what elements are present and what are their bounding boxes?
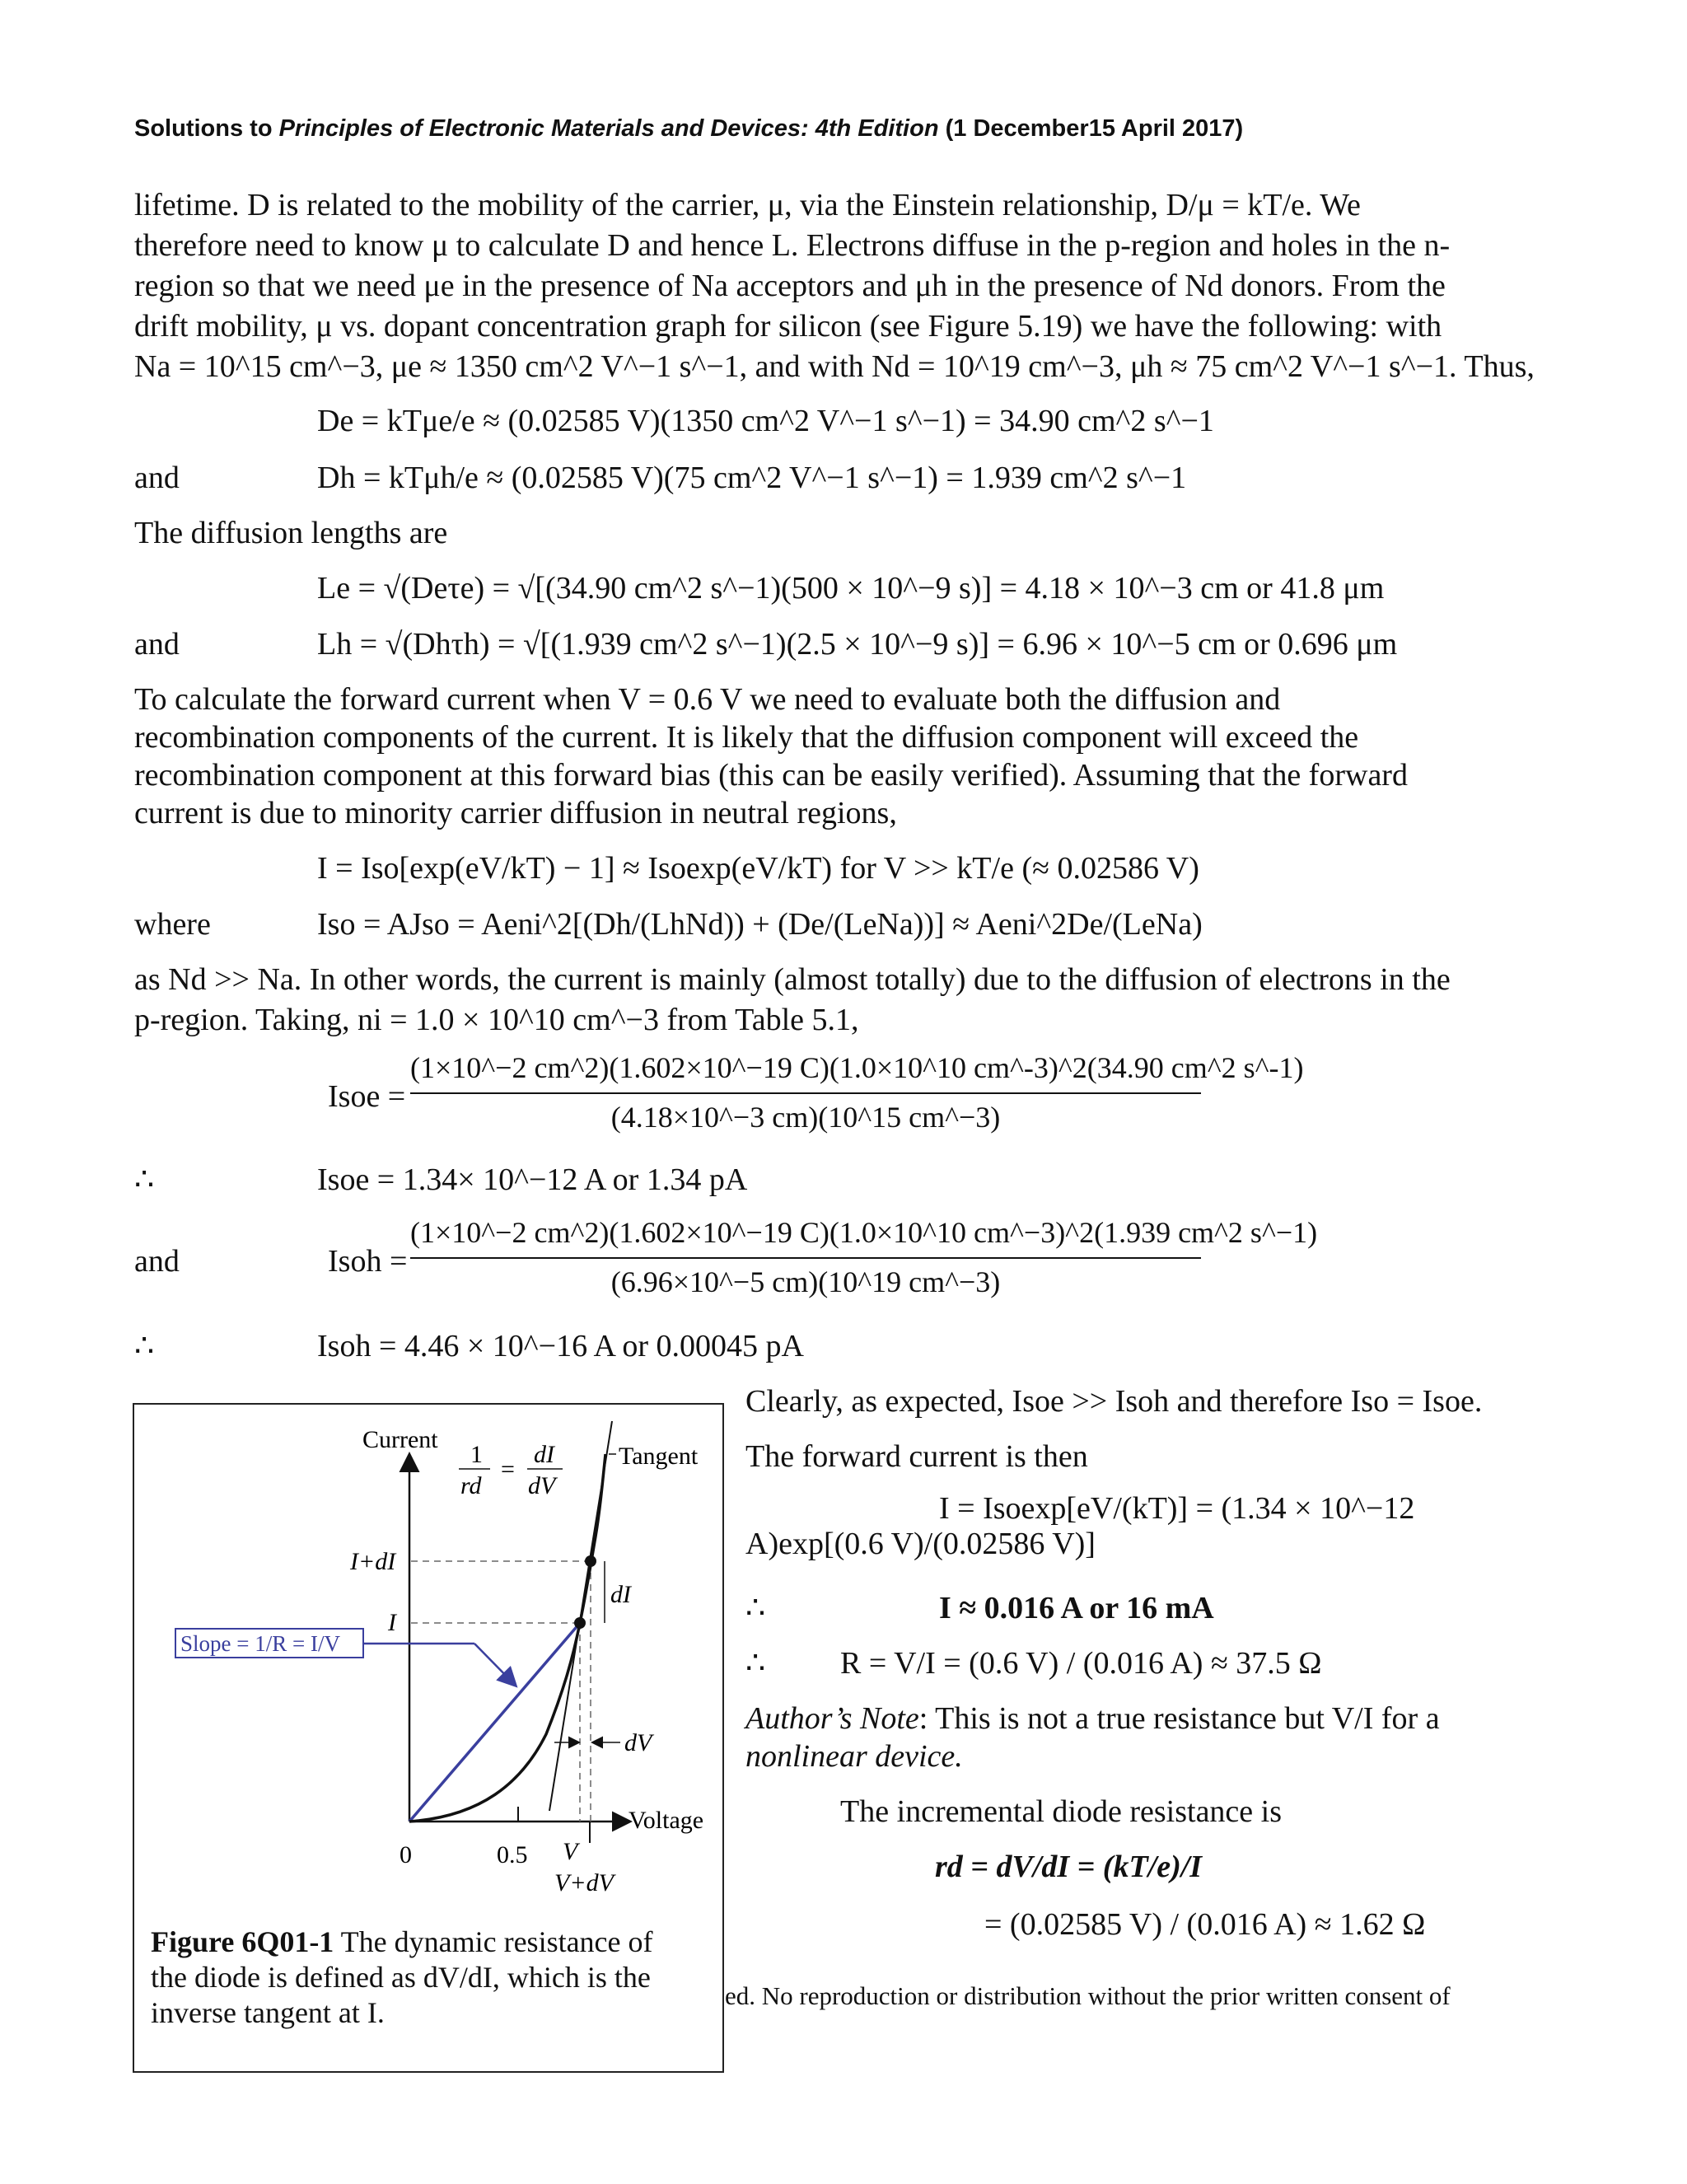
therefore-symbol: ∴ [745,1646,766,1681]
label-where: where [134,907,211,942]
text-line: The diffusion lengths are [134,516,448,550]
equation-De: De = kTμe/e ≈ (0.02585 V)(1350 cm^2 V^−1 s^−1) = 34.90 cm^2 s^−1 [317,404,1214,438]
text-line: as Nd >> Na. In other words, the current is mainly (almost totally) due to the diffusion of electrons in the [134,962,1451,997]
text-line: Na = 10^15 cm^−3, μe ≈ 1350 cm^2 V^−1 s^−1, and with Nd = 10^19 cm^−3, μh ≈ 75 cm^2 V^−1 s^−1. Thus, [134,349,1535,384]
text-line: To calculate the forward current when V = 0.6 V we need to evaluate both the diffusion and [134,682,1281,717]
text-line: current is due to minority carrier diffusion in neutral regions, [134,796,897,830]
slope-line [409,1623,580,1822]
fraction-bar [410,1092,1201,1094]
result-current: I ≈ 0.016 A or 16 mA [939,1591,1214,1625]
therefore-symbol: ∴ [745,1591,766,1625]
equation-Isoe-numerator: (1×10^−2 cm^2)(1.602×10^−19 C)(1.0×10^10 cm^-3)^2(34.90 cm^2 s^-1) [410,1051,1304,1084]
equation-rd-value: = (0.02585 V) / (0.016 A) ≈ 1.62 Ω [984,1907,1426,1942]
text-line: therefore need to know μ to calculate D and hence L. Electrons diffuse in the p-region and holes in the n- [134,228,1451,263]
text-line: The forward current is then [745,1439,1088,1474]
author-note-cont: nonlinear device. [745,1739,963,1774]
eq-dV-denominator: dV [528,1472,556,1499]
tangent-line [549,1421,612,1811]
author-note: Author’s Note: This is not a true resistance but V/I for a [745,1701,1440,1736]
equation-forward-current: I = Isoexp[eV/(kT)] = (1.34 × 10^−12 [939,1491,1415,1526]
label-and: and [134,1244,180,1279]
tick-label-0.5: 0.5 [497,1841,528,1868]
equation-Le: Le = √(Deτe) = √[(34.90 cm^2 s^−1)(500 × 10^−9 s)] = 4.18 × 10^−3 cm or 41.8 μm [317,571,1385,606]
text-line: region so that we need μe in the presence of Na acceptors and μh in the presence of Nd donors. From the [134,269,1446,303]
equation-Isoh-lhs: Isoh = [328,1244,408,1279]
therefore-symbol: ∴ [134,1162,155,1197]
label-and: and [134,461,180,495]
equation-Isoe-result: Isoe = 1.34× 10^−12 A or 1.34 pA [317,1162,748,1197]
equation-Isoh-numerator: (1×10^−2 cm^2)(1.602×10^−19 C)(1.0×10^10 cm^−3)^2(1.939 cm^2 s^−1) [410,1216,1318,1249]
label-dV: dV [624,1729,652,1756]
figure-caption: Figure 6Q01-1 The dynamic resistance of the diode is defined as dV/dI, which is the inverse tangent at I. [151,1925,653,2029]
tick-label-V: V [563,1838,578,1865]
text-line: lifetime. D is related to the mobility of the carrier, μ, via the Einstein relationship, D/μ = kT/e. We [134,188,1361,222]
result-resistance: R = V/I = (0.6 V) / (0.016 A) ≈ 37.5 Ω [840,1646,1322,1681]
slope-pointer-arrow [474,1644,515,1685]
text-line: recombination components of the current. It is likely that the diffusion component will exceed the [134,720,1359,755]
equation-Isoh-denominator: (6.96×10^−5 cm)(10^19 cm^−3) [610,1265,1001,1298]
slope-label: Slope = 1/R = I/V [180,1631,340,1656]
text-line: recombination component at this forward bias (this can be easily verified). Assuming that the forward [134,758,1408,793]
eq-1-rd-numerator: 1 [470,1441,483,1468]
label-dI: dI [610,1581,631,1608]
text-line: drift mobility, μ vs. dopant concentration graph for silicon (see Figure 5.19) we have the following: with [134,309,1442,344]
y-axis-label: Current [362,1426,438,1453]
text-line: Clearly, as expected, Isoe >> Isoh and therefore Iso = Isoe. [745,1384,1483,1419]
text-line: The incremental diode resistance is [840,1794,1283,1829]
copyright-footer: ed. No reproduction or distribution without the prior written consent of [725,1981,1451,2010]
equation-Iso: Iso = AJso = Aeni^2[(Dh/(LhNd)) + (De/(LeNa))] ≈ Aeni^2De/(LeNa) [317,907,1203,942]
equation-Isoe-denominator: (4.18×10^−3 cm)(10^15 cm^−3) [610,1101,1001,1134]
eq-dI-numerator: dI [534,1441,554,1468]
equation-forward-current-cont: A)exp[(0.6 V)/(0.02586 V)] [745,1527,1096,1561]
fraction-bar [410,1257,1201,1259]
equation-Isoe-lhs: Isoe = [328,1079,406,1114]
label-and: and [134,627,180,662]
equation-Isoh-result: Isoh = 4.46 × 10^−16 A or 0.00045 pA [317,1329,804,1363]
tangent-label: Tangent [619,1443,699,1470]
text-line: p-region. Taking, ni = 1.0 × 10^10 cm^−3 from Table 5.1, [134,1003,859,1037]
tick-label-0: 0 [400,1841,412,1868]
operating-point-I [574,1617,586,1629]
tick-label-V-plus-dV: V+dV [554,1869,614,1896]
equation-rd: rd = dV/dI = (kT/e)/I [935,1850,1203,1884]
eq-1-rd-denominator: rd [460,1472,482,1499]
page-header: Solutions to Principles of Electronic Materials and Devices: 4th Edition (1 December15 April 2017) [134,115,1244,142]
x-axis-label: Voltage [629,1807,704,1834]
label-I: I [388,1609,396,1636]
therefore-symbol: ∴ [134,1329,155,1363]
equation-Lh: Lh = √(Dhτh) = √[(1.939 cm^2 s^−1)(2.5 × 10^−9 s)] = 6.96 × 10^−5 cm or 0.696 μm [317,627,1398,662]
equation-I: I = Iso[exp(eV/kT) − 1] ≈ Isoexp(eV/kT) for V >> kT/e (≈ 0.02586 V) [317,851,1199,886]
operating-point-I-plus-dI [585,1555,596,1567]
label-I-plus-dI: I+dI [350,1548,396,1575]
diode-iv-curve [409,1454,605,1822]
eq-equals: = [501,1456,515,1483]
equation-Dh: Dh = kTμh/e ≈ (0.02585 V)(75 cm^2 V^−1 s^−1) = 1.939 cm^2 s^−1 [317,461,1187,495]
